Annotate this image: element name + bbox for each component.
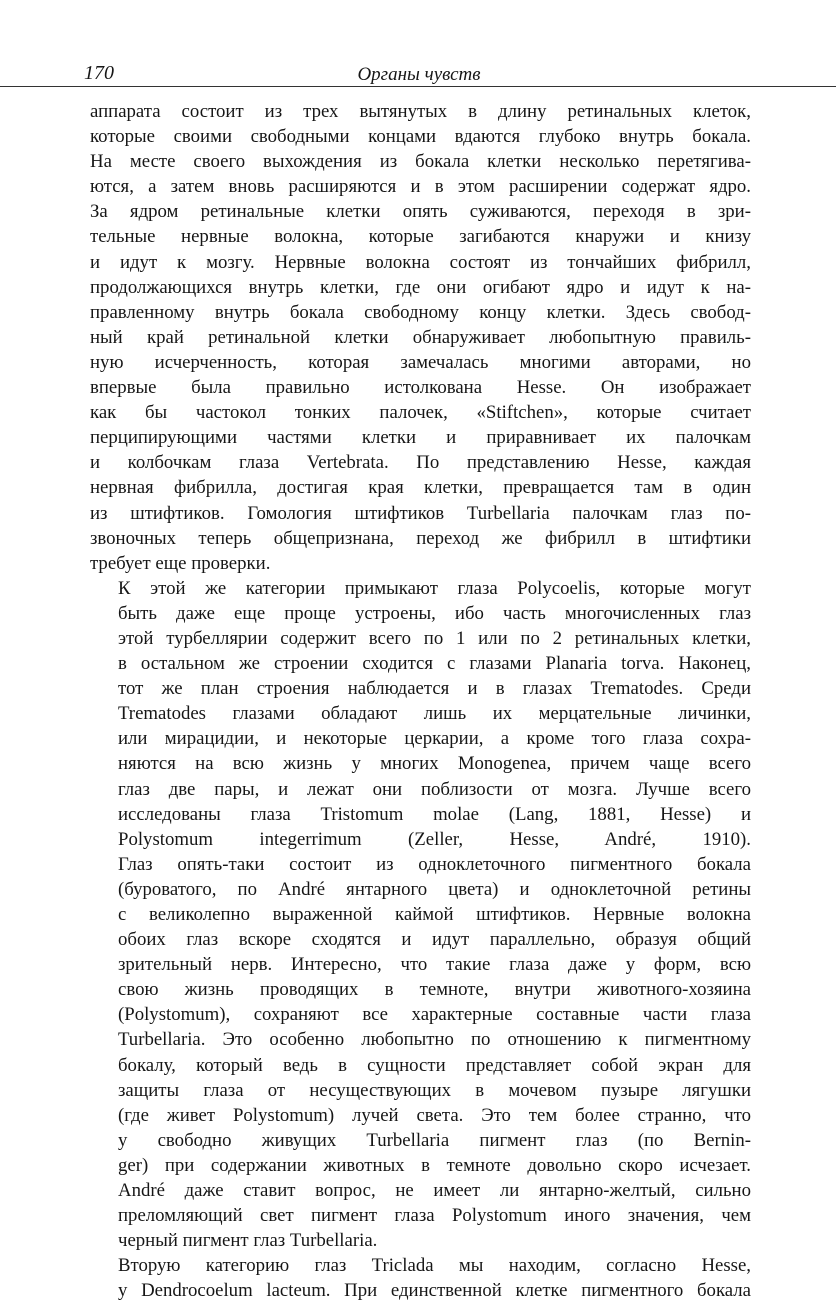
text-line: (буроватого, по André янтарного цвета) и одноклеточной ретины <box>118 878 751 900</box>
text-line: Polystomum integerrimum (Zeller, Hesse, André, 1910). <box>118 828 751 850</box>
page-header <box>84 62 754 88</box>
text-line: Глаз опять-таки состоит из одноклеточного пигментного бокала <box>118 853 751 875</box>
running-head: Органы чувств <box>357 64 481 85</box>
text-line: преломляющий свет пигмент глаза Polystomum иного значения, чем <box>118 1205 752 1227</box>
text-line: звоночных теперь общепризнана, переход же фибрилл в штифтики <box>90 527 751 549</box>
page-number: 170 <box>84 62 114 84</box>
text-line: у свободно живущих Turbellaria пигмент глаз (по Bernin- <box>118 1129 751 1151</box>
text-line: с великолепно выраженной каймой штифтиков. Нервные волокна <box>118 904 751 925</box>
text-line: зрительный нерв. Интересно, что такие глаза даже у форм, всю <box>118 954 751 976</box>
text-line: (где живет Polystomum) лучей света. Это тем более странно, что <box>118 1104 751 1126</box>
text-line: глаз две пары, и лежат они поблизости от мозга. Лучше всего <box>118 778 751 800</box>
text-line: или мирацидии, и некоторые церкарии, а кроме того глаза сохра- <box>118 728 751 750</box>
text-line: требует еще проверки. <box>90 552 271 574</box>
text-line: правленному внутрь бокала свободному концу клетки. Здесь свобод- <box>90 301 751 323</box>
text-line: продолжающихся внутрь клетки, где они огибают ядро и идут к на- <box>90 276 751 298</box>
text-line: André даже ставит вопрос, не имеет ли янтарно-желтый, сильно <box>118 1180 751 1202</box>
text-line: Trematodes глазами обладают лишь их мерцательные личинки, <box>118 703 751 725</box>
text-line: За ядром ретинальные клетки опять суживаются, переходя в зри- <box>90 201 751 223</box>
text-line: Turbellaria. Это особенно любопытно по отношению к пигментному <box>118 1029 751 1051</box>
text-line: нервная фибрилла, достигая края клетки, превращается там в один <box>90 477 751 499</box>
paragraph-3 <box>90 1253 751 1303</box>
header-rule <box>0 86 836 87</box>
text-line: как бы частокол тонких палочек, «Stiftchen», которые считает <box>90 402 751 424</box>
text-line: этой турбеллярии содержит всего по 1 или по 2 ретинальных клетки, <box>118 627 751 649</box>
text-line: перципирующими частями клетки и приравнивает их палочкам <box>90 427 751 449</box>
text-line: в остальном же строении сходится с глазами Planaria torva. Наконец, <box>118 653 751 675</box>
text-line: ются, а затем вновь расширяются и в этом расширении содержат ядро. <box>90 176 751 198</box>
text-line: К этой же категории примыкают глаза Polycoelis, которые могут <box>118 577 751 599</box>
text-line: свою жизнь проводящих в темноте, внутри животного-хозяина <box>118 979 751 1001</box>
body-text <box>90 99 751 1304</box>
text-line: тот же план строения наблюдается и в глазах Trematodes. Среди <box>118 678 751 700</box>
text-line: ный край ретинальной клетки обнаруживает любопытную правиль- <box>90 326 751 348</box>
text-line: Вторую категорию глаз Triclada мы находим, согласно Hesse, <box>118 1255 751 1277</box>
text-line: няются на всю жизнь у многих Monogenea, причем чаще всего <box>118 753 751 775</box>
text-line: из штифтиков. Гомология штифтиков Turbellaria палочкам глаз по- <box>90 502 751 524</box>
paragraph-1 <box>90 99 751 576</box>
text-line: впервые была правильно истолкована Hesse. Он изображает <box>90 377 751 399</box>
text-line: аппарата состоит из трех вытянутых в длину ретинальных клеток, <box>90 101 751 122</box>
text-line: и колбочкам глаза Vertebrata. По представлению Hesse, каждая <box>90 452 751 474</box>
paragraph-2 <box>90 576 751 1254</box>
text-line: которые своими свободными концами вдаются глубоко внутрь бокала. <box>90 126 751 148</box>
text-line: и идут к мозгу. Нервные волокна состоят из тончайших фибрилл, <box>90 251 751 273</box>
text-line: защиты глаза от несуществующих в мочевом пузыре лягушки <box>118 1079 751 1101</box>
text-line: тельные нервные волокна, которые загибаются кнаружи и книзу <box>90 226 751 248</box>
text-line: быть даже еще проще устроены, ибо часть многочисленных глаз <box>118 602 751 624</box>
text-line: исследованы глаза Tristomum molae (Lang, 1881, Hesse) и <box>118 803 751 825</box>
text-line: у Dendrocoelum lacteum. При единственной клетке пигментного бокала <box>118 1280 751 1302</box>
text-line: ную исчерченность, которая замечалась многими авторами, но <box>90 351 751 373</box>
text-line: ger) при содержании животных в темноте довольно скоро исчезает. <box>118 1154 751 1176</box>
text-line: обоих глаз вскоре сходятся и идут параллельно, образуя общий <box>118 929 751 951</box>
text-line: бокалу, который ведь в сущности представляет собой экран для <box>118 1054 751 1076</box>
text-line: (Polystomum), сохраняют все характерные составные части глаза <box>118 1004 751 1026</box>
text-line: черный пигмент глаз Turbellaria. <box>118 1230 378 1252</box>
text-line: На месте своего выхождения из бокала клетки несколько перетягива- <box>90 151 751 173</box>
